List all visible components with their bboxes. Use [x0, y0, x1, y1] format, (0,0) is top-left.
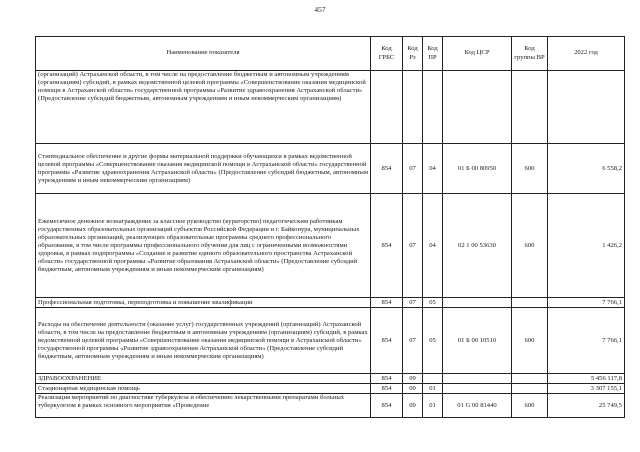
row-csr — [443, 71, 512, 144]
row-csr — [443, 374, 512, 384]
row-rz: 07 — [403, 308, 423, 374]
header-vr: Код группы ВР — [512, 37, 548, 71]
row-rz — [403, 71, 423, 144]
row-csr: 01 Б 00 10510 — [443, 308, 512, 374]
table-row — [36, 298, 625, 308]
row-grbs: 854 — [371, 308, 403, 374]
row-grbs: 854 — [371, 384, 403, 394]
row-name: Ежемесячное денежное вознаграждение за классное руководство (кураторство) педагогическим работникам государственных образовательных организаций субъектов Российской Федерации и г. Байконура, муниципальных образовательных организаций, реализующих образовательные программы среднего профессионального образования, в том числе программы профессионального обучения для лиц с ограниченными возможностями здоровья, в рамках подпрограммы «Создание и развитие единого образовательного пространства Астраханской области» государственной программы «Развитие образования Астраханской области» (Предоставление субсидий бюджетным, автономным учреждениям и иным некоммерческим организациям) — [36, 194, 371, 298]
row-vr: 600 — [512, 194, 548, 298]
row-vr: 600 — [512, 394, 548, 418]
row-amount: 3 307 155,1 — [548, 384, 625, 394]
table-row — [36, 384, 625, 394]
row-pr: 05 — [423, 298, 443, 308]
header-grbs: Код ГРБС — [371, 37, 403, 71]
row-grbs: 854 — [371, 394, 403, 418]
row-rz: 07 — [403, 194, 423, 298]
header-pr: Код ПР — [423, 37, 443, 71]
row-grbs: 854 — [371, 144, 403, 194]
row-name: ЗДРАВООХРАНЕНИЕ — [36, 374, 371, 384]
table-row — [36, 394, 625, 418]
header-year: 2022 год — [548, 37, 625, 71]
row-csr: 02 1 00 53630 — [443, 194, 512, 298]
table-row — [36, 144, 625, 194]
row-csr: 01 Б 00 80950 — [443, 144, 512, 194]
row-csr — [443, 384, 512, 394]
row-pr — [423, 71, 443, 144]
row-grbs: 854 — [371, 374, 403, 384]
row-name: (организаций) Астраханской области, в том числе на предоставление бюджетным и автономным учреждениям (организациям) субсидий, в рамках ведомственной целевой программы «Совершенствование оказания медицинской помощи в Астраханской области» государственной программы «Развитие здравоохранения Астраханской области» (Предоставление субсидий бюджетным, автономным учреждениям и иным некоммерческим организациям) — [36, 71, 371, 144]
row-amount: 6 558,2 — [548, 144, 625, 194]
row-amount: 7 766,1 — [548, 298, 625, 308]
row-rz: 09 — [403, 374, 423, 384]
row-name: Профессиональная подготовка, переподготовка и повышение квалификации — [36, 298, 371, 308]
row-pr: 01 — [423, 384, 443, 394]
row-csr — [443, 298, 512, 308]
row-rz: 09 — [403, 384, 423, 394]
page-number: 457 — [314, 5, 326, 14]
budget-table — [35, 36, 625, 418]
row-vr — [512, 71, 548, 144]
row-amount — [548, 71, 625, 144]
row-rz: 07 — [403, 144, 423, 194]
header-name: Наименование показателя — [36, 37, 371, 71]
row-rz: 07 — [403, 298, 423, 308]
row-pr: 04 — [423, 194, 443, 298]
table-row — [36, 194, 625, 298]
header-csr: Код ЦСР — [443, 37, 512, 71]
row-csr: 01 G 00 81440 — [443, 394, 512, 418]
row-name: Реализация мероприятий по диагностике туберкулеза и обеспечению лекарственными препаратами больных туберкулезом в рамках основного мероприятия «Проведение — [36, 394, 371, 418]
row-vr — [512, 298, 548, 308]
row-vr — [512, 374, 548, 384]
row-rz: 09 — [403, 394, 423, 418]
row-pr — [423, 374, 443, 384]
table-row — [36, 308, 625, 374]
row-pr: 01 — [423, 394, 443, 418]
row-name: Стипендиальное обеспечение и другие формы материальной поддержки обучающихся в рамках ведомственной целевой программы «Совершенствование оказания медицинской помощи в Астраханской области» государственной программы «Развитие здравоохранения Астраханской области» (Предоставление субсидий бюджетным, автономным учреждениям и иным некоммерческим организациям) — [36, 144, 371, 194]
row-pr: 05 — [423, 308, 443, 374]
row-vr: 600 — [512, 308, 548, 374]
row-vr: 600 — [512, 144, 548, 194]
row-amount: 5 456 117,8 — [548, 374, 625, 384]
header-rz: Код Рз — [403, 37, 423, 71]
row-pr: 04 — [423, 144, 443, 194]
row-name: Стационарная медицинская помощь — [36, 384, 371, 394]
table-row — [36, 374, 625, 384]
row-grbs: 854 — [371, 298, 403, 308]
row-amount: 1 426,2 — [548, 194, 625, 298]
row-grbs — [371, 71, 403, 144]
row-amount: 7 766,1 — [548, 308, 625, 374]
row-vr — [512, 384, 548, 394]
row-grbs: 854 — [371, 194, 403, 298]
table-row — [36, 71, 625, 144]
table-header-row — [36, 37, 625, 71]
row-amount: 25 749,5 — [548, 394, 625, 418]
row-name: Расходы на обеспечение деятельности (оказание услуг) государственных учреждений (организаций) Астраханской области, в том числе на предоставление бюджетным и автономным учреждениям (организациям) субсидий, в рамках ведомственной целевой программы «Совершенствование оказания медицинской помощи в Астраханской области» государственной программы «Развитие здравоохранения Астраханской области» (Предоставление субсидий бюджетным, автономным учреждениям и иным некоммерческим организациям) — [36, 308, 371, 374]
